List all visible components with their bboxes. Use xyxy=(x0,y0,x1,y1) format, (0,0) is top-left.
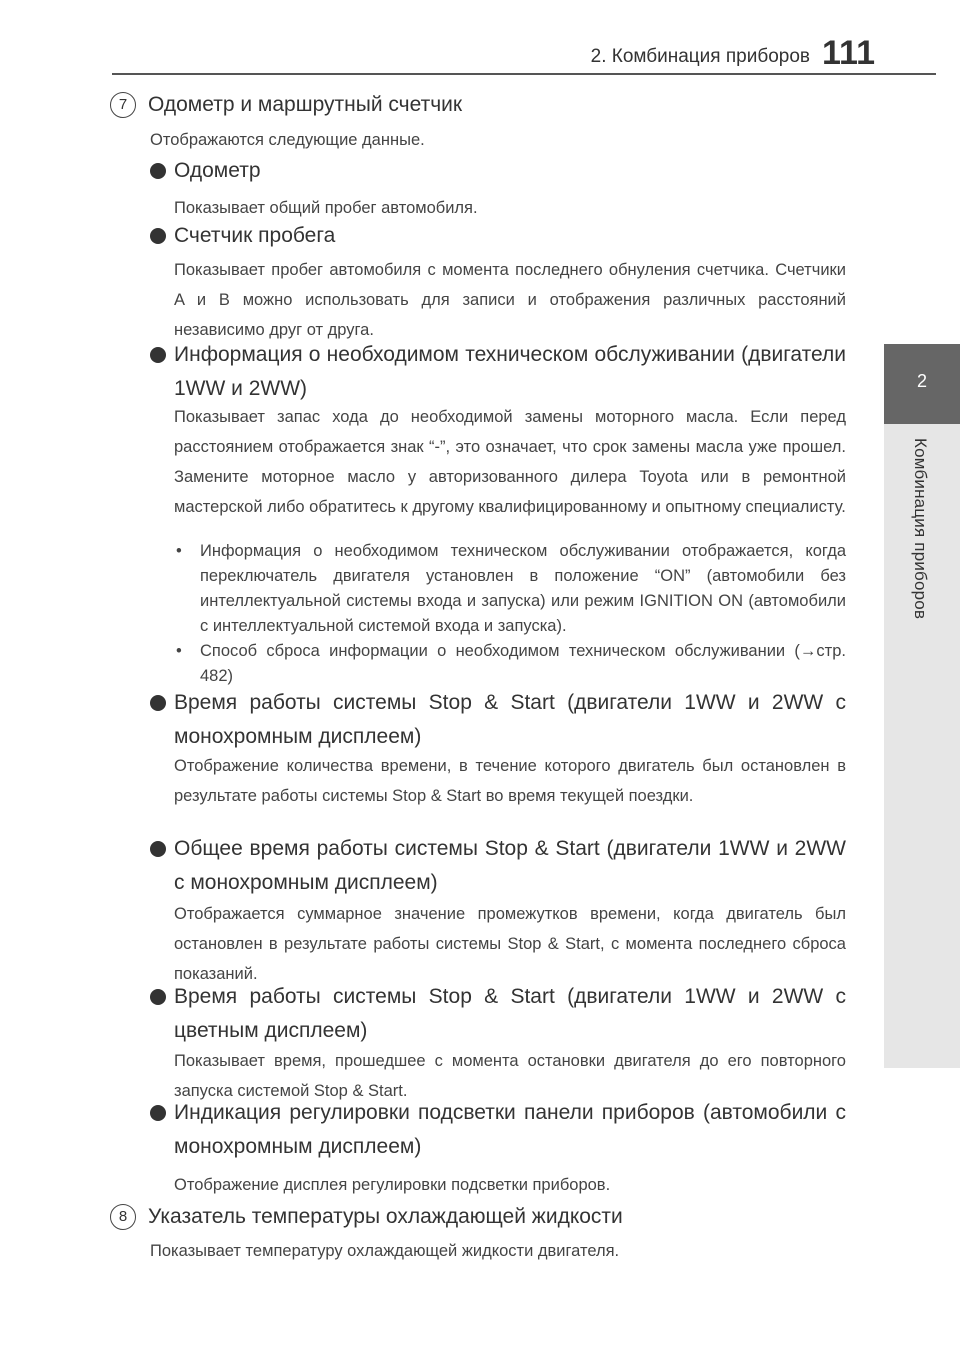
note-item: • Способ сброса информации о необходимом техническом обслуживании (→стр. 482) xyxy=(176,639,846,689)
section-number-badge: 8 xyxy=(110,1204,136,1230)
note-item: • Информация о необходимом техническом обслуживании отображается, когда переключатель двигателя установлен в положение “ON” (автомобили без интеллектуальной системы входа и запуска) или режим IGNITION ON (автомобили с интеллектуальной системой входа и запуска). xyxy=(176,539,846,639)
bullet-dot-icon xyxy=(150,347,166,363)
chapter-side-tab[interactable] xyxy=(884,344,960,1068)
chapter-tab-label: Комбинация приборов xyxy=(911,438,930,620)
section-number-badge: 7 xyxy=(110,92,136,118)
bullet-text: Показывает общий пробег автомобиля. xyxy=(174,199,478,217)
bullet-dot-icon xyxy=(150,695,166,711)
bullet-text: Отображается суммарное значение промежутков времени, когда двигатель был остановлен в результате работы системы Stop & Start, с момента последнего сброса показаний. xyxy=(174,905,846,983)
bullet-heading: Общее время работы системы Stop & Start (двигатели 1WW и 2WW с монохромным дисплеем) xyxy=(150,832,846,900)
bullet-dot-icon xyxy=(150,989,166,1005)
bullet-dot-icon xyxy=(150,163,166,179)
bullet-heading: Информация о необходимом техническом обслуживании (двигатели 1WW и 2WW) xyxy=(150,338,846,406)
bullet-heading: Индикация регулировки подсветки панели приборов (автомобили с монохромным дисплеем) xyxy=(150,1096,846,1164)
bullet-dot-icon xyxy=(150,841,166,857)
section-title: Одометр и маршрутный счетчик xyxy=(148,93,463,116)
bullet-text: Отображение дисплея регулировки подсветки приборов. xyxy=(174,1176,611,1194)
section-heading-coolant xyxy=(110,1204,623,1230)
bullet-text: Показывает пробег автомобиля с момента последнего обнуления счетчика. Счетчики A и B можно использовать для записи и отображения различных расстояний независимо друг от друга. xyxy=(174,261,846,339)
chapter-title: 2. Комбинация приборов xyxy=(590,46,810,67)
note-bullet-icon: • xyxy=(176,542,182,560)
section-subtitle: Отображаются следующие данные. xyxy=(150,131,425,149)
bullet-heading: Одометр xyxy=(150,154,846,188)
page-header xyxy=(0,0,960,80)
section-title: Указатель температуры охлаждающей жидкости xyxy=(148,1205,623,1228)
section-heading-odometer xyxy=(110,92,462,118)
header-rule xyxy=(112,73,936,75)
section-subtitle: Показывает температуру охлаждающей жидкости двигателя. xyxy=(150,1242,620,1260)
bullet-heading: Время работы системы Stop & Start (двигатели 1WW и 2WW с монохромным дисплеем) xyxy=(150,686,846,754)
bullet-heading: Счетчик пробега xyxy=(150,219,846,253)
page-number: 111 xyxy=(822,34,875,72)
bullet-heading: Время работы системы Stop & Start (двигатели 1WW и 2WW с цветным дисплеем) xyxy=(150,980,846,1048)
note-bullet-icon: • xyxy=(176,642,182,660)
bullet-text: Показывает запас хода до необходимой замены моторного масла. Если перед расстоянием отображается знак “-”, это означает, что срок замены масла уже прошел. Замените моторное масло у авторизованного дилера Toyota или в ремонтной мастерской либо обратитесь к другому квалифицированному и опытному специалисту. xyxy=(174,408,846,516)
bullet-dot-icon xyxy=(150,228,166,244)
chapter-number: 2 xyxy=(916,371,927,391)
bullet-text: Показывает время, прошедшее с момента остановки двигателя до его повторного запуска системой Stop & Start. xyxy=(174,1052,846,1100)
bullet-dot-icon xyxy=(150,1105,166,1121)
bullet-text: Отображение количества времени, в течение которого двигатель был остановлен в результате работы системы Stop & Start во время текущей поездки. xyxy=(174,757,846,805)
